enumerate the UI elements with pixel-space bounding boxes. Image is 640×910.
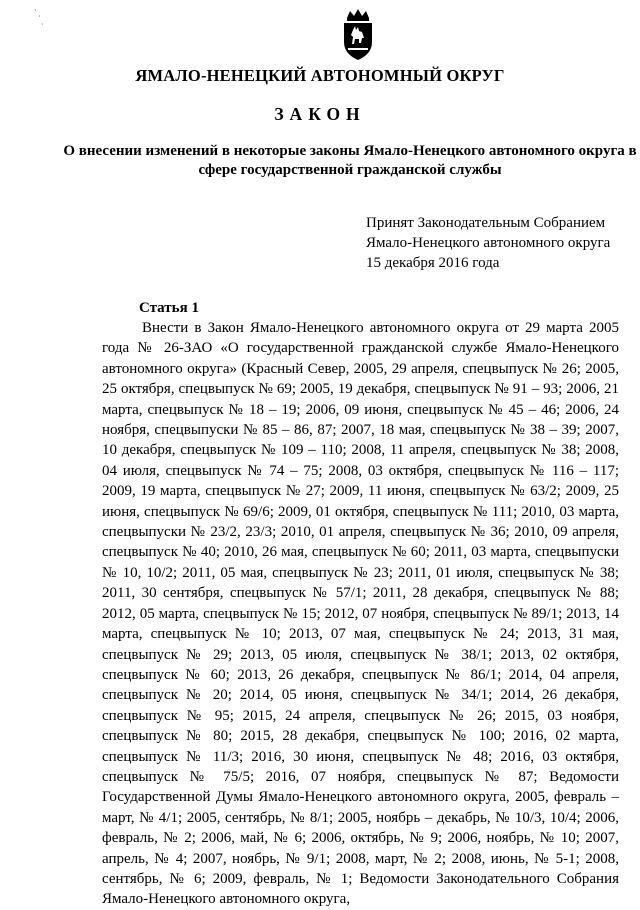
law-title: О внесении изменений в некоторые законы Ямало-Ненецкого автономного округа в сфере государственной гражданской службы — [63, 143, 637, 178]
adoption-date: 15 декабря 2016 года — [366, 255, 500, 271]
scan-speck: · — [34, 6, 37, 15]
coat-of-arms-icon — [340, 8, 376, 62]
region-name: ЯМАЛО-НЕНЕЦКИЙ АВТОНОМНЫЙ ОКРУГ — [135, 66, 505, 85]
scan-speck: · — [41, 20, 44, 29]
adoption-line: Ямало-Ненецкого автономного округа — [366, 235, 611, 251]
adoption-line: Принят Законодательным Собранием — [366, 215, 606, 231]
article-body: Внести в Закон Ямало-Ненецкого автономного округа от 29 марта 2005 года № 26-ЗАО «О государственной гражданской службе Ямало-Ненецкого автономного округа» (Красный Север, 2005, 29 апреля, спецвыпуск № 26; 2005, 25 октября, спецвыпуск № 69; 2005, 19 декабря, спецвыпуск № 91 – 93; 2006, 21 марта, спецвыпуск № 18 – 19; 2006, 09 июня, спецвыпуск № 45 – 46; 2006, 24 ноября, спецвыпуски № 85 – 86, 87; 2007, 18 мая, спецвыпуск № 38 – 39; 2007, 10 декабря, спецвыпуск № 109 – 110; 2008, 11 апреля, спецвыпуск № 38; 2008, 04 июля, спецвыпуск № 74 – 75; 2008, 03 октября, спецвыпуск № 116 – 117; 2009, 19 марта, спецвыпуск № 27; 2009, 11 июня, спецвыпуск № 63/2; 2009, 25 июня, спецвыпуск № 69/6; 2009, 01 октября, спецвыпуск № 111; 2010, 03 марта, спецвыпуски № 23/2, 23/3; 2010, 01 апреля, спецвыпуск № 36; 2010, 09 апреля, спецвыпуск № 40; 2010, 26 мая, спецвыпуск № 60; 2011, 03 марта, спецвыпуски № 10, 10/2; 2011, 05 мая, спецвыпуск № 23; 2011, 01 июля, спецвыпуск № 38; 2011, 30 сентября, спецвыпуск № 57/1; 2011, 28 декабря, спецвыпуск № 88; 2012, 05 марта, спецвыпуск № 15; 2012, 07 ноября, спецвыпуск № 89/1; 2013, 14 марта, спецвыпуск № 10; 2013, 07 мая, спецвыпуск № 24; 2013, 31 мая, спецвыпуск № 29; 2013, 05 июля, спецвыпуск № 38/1; 2013, 02 октября, спецвыпуск № 60; 2013, 26 декабря, спецвыпуск № 86/1; 2014, 04 апреля, спецвыпуск № 20; 2014, 05 июня, спецвыпуск № 34/1; 2014, 26 декабря, спецвыпуск № 95; 2015, 24 апреля, спецвыпуск № 26; 2015, 03 ноября, спецвыпуск № 80; 2015, 28 декабря, спецвыпуск № 100; 2016, 02 марта, спецвыпуск № 11/3; 2016, 30 июня, спецвыпуск № 48; 2016, 03 октября, спецвыпуск № 75/5; 2016, 07 ноября, спецвыпуск № 87; Ведомости Государственной Думы Ямало-Ненецкого автономного округа, 2005, февраль – март, № 4/1; 2005, сентябрь, № 8/1; 2005, ноябрь – декабрь, № 10/3, 10/4; 2006, февраль, № 2; 2006, май, № 6; 2006, октябрь, № 9; 2006, ноябрь, № 10; 2007, апрель, № 4; 2007, ноябрь, № 9/1; 2008, март, № 2; 2008, июнь, № 5-1; 2008, сентябрь, № 6; 2009, февраль, № 1; Ведомости Законодательного Собрания Ямало-Ненецкого автономного округа, — [102, 320, 619, 908]
article-heading: Статья 1 — [139, 300, 199, 316]
adoption-block — [366, 213, 610, 273]
scan-speck: · — [38, 12, 41, 21]
document-type: ЗАКОН — [274, 104, 366, 124]
